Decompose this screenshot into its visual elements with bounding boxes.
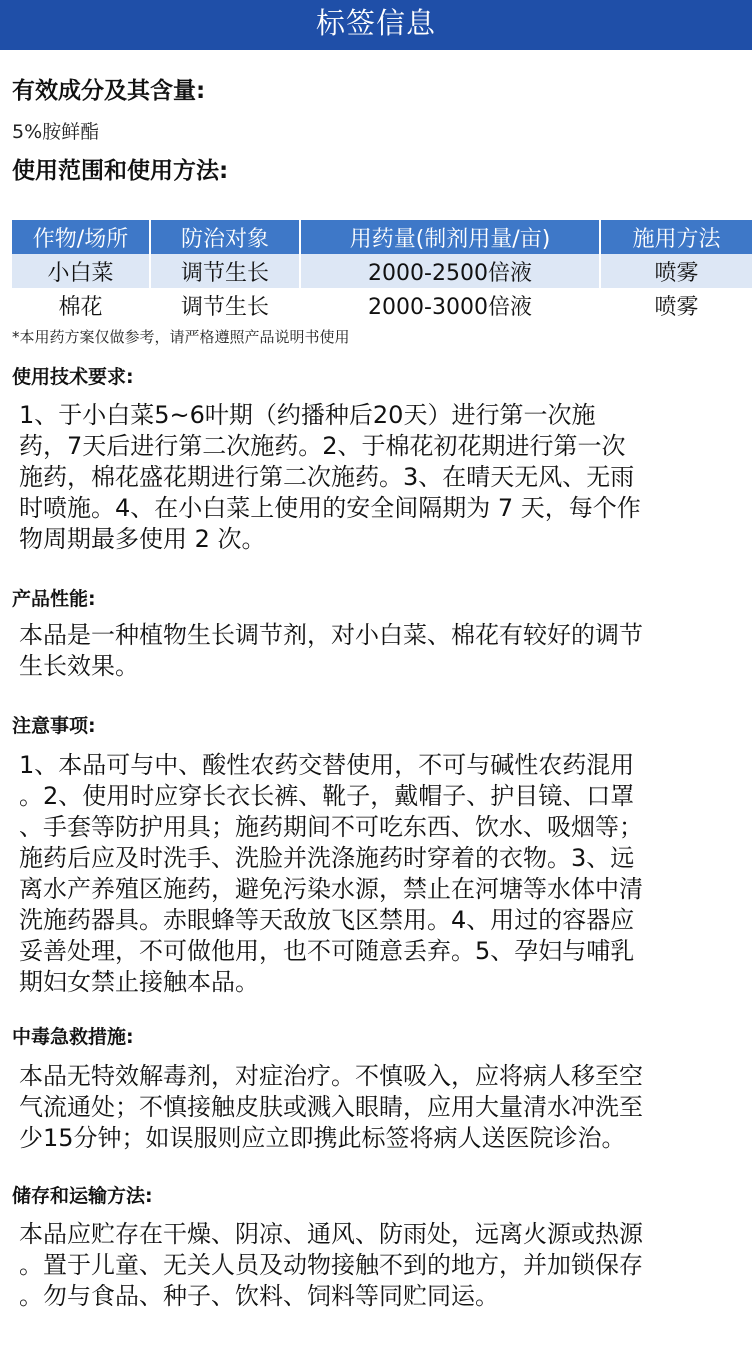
storage-heading: 储存和运输方法: (12, 1185, 153, 1207)
usage-note: *本用药方案仅做参考，请严格遵照产品说明书使用 (12, 328, 350, 346)
table-header-row (12, 220, 752, 254)
cell-target: 调节生长 (150, 254, 300, 288)
usage-table (12, 220, 752, 322)
text-line: 少15分钟；如误服则应立即携此标签将病人送医院诊治。 (19, 1124, 626, 1152)
precautions-text (19, 750, 731, 998)
text-line: 生长效果。 (19, 652, 139, 680)
text-line: 时喷施。4、在小白菜上使用的安全间隔期为 7 天，每个作 (19, 494, 641, 522)
text-line: 。置于儿童、无关人员及动物接触不到的地方，并加锁保存 (19, 1251, 643, 1279)
text-line: 1、本品可与中、酸性农药交替使用，不可与碱性农药混用 (19, 751, 635, 779)
product-performance-text (19, 620, 731, 682)
ingredient-value: 5%胺鲜酯 (12, 121, 100, 143)
tech-requirements-heading: 使用技术要求: (12, 366, 134, 388)
usage-heading: 使用范围和使用方法: (12, 158, 229, 184)
text-line: 。2、使用时应穿长衣长裤、靴子，戴帽子、护目镜、口罩 (19, 782, 635, 810)
text-line: 离水产养殖区施药，避免污染水源，禁止在河塘等水体中清 (19, 875, 643, 903)
cell-crop: 小白菜 (12, 254, 150, 288)
cell-dosage: 2000-3000倍液 (300, 288, 600, 322)
first-aid-text (19, 1061, 731, 1154)
cell-target: 调节生长 (150, 288, 300, 322)
text-line: 本品是一种植物生长调节剂，对小白菜、棉花有较好的调节 (19, 621, 643, 649)
header-dosage: 用药量(制剂用量/亩) (300, 220, 600, 254)
cell-dosage: 2000-2500倍液 (300, 254, 600, 288)
text-line: 药，7天后进行第二次施药。2、于棉花初花期进行第一次 (19, 432, 626, 460)
text-line: 本品无特效解毒剂，对症治疗。不慎吸入，应将病人移至空 (19, 1062, 643, 1090)
text-line: 施药后应及时洗手、洗脸并洗涤施药时穿着的衣物。3、远 (19, 844, 635, 872)
text-line: 、手套等防护用具；施药期间不可吃东西、饮水、吸烟等； (19, 813, 643, 841)
cell-method: 喷雾 (600, 254, 752, 288)
ingredient-heading: 有效成分及其含量: (12, 78, 206, 104)
text-line: 施药，棉花盛花期进行第二次施药。3、在晴天无风、无雨 (19, 463, 635, 491)
text-line: 期妇女禁止接触本品。 (19, 968, 259, 996)
precautions-heading: 注意事项: (12, 715, 96, 737)
table-row (12, 254, 752, 288)
text-line: 妥善处理，不可做他用，也不可随意丢弃。5、孕妇与哺乳 (19, 937, 635, 965)
header-crop: 作物/场所 (12, 220, 150, 254)
text-line: 本品应贮存在干燥、阴凉、通风、防雨处，远离火源或热源 (19, 1220, 643, 1248)
table-row (12, 288, 752, 322)
page-title: 标签信息 (0, 0, 752, 50)
text-line: 洗施药器具。赤眼蜂等天敌放飞区禁用。4、用过的容器应 (19, 906, 635, 934)
cell-method: 喷雾 (600, 288, 752, 322)
header-method: 施用方法 (600, 220, 752, 254)
storage-text (19, 1219, 731, 1312)
text-line: 。勿与食品、种子、饮料、饲料等同贮同运。 (19, 1282, 499, 1310)
first-aid-heading: 中毒急救措施: (12, 1026, 134, 1048)
cell-crop: 棉花 (12, 288, 150, 322)
text-line: 物周期最多使用 2 次。 (19, 525, 266, 553)
text-line: 气流通处；不慎接触皮肤或溅入眼睛，应用大量清水冲洗至 (19, 1093, 643, 1121)
header-target: 防治对象 (150, 220, 300, 254)
tech-requirements-text (19, 400, 731, 555)
product-performance-heading: 产品性能: (12, 588, 96, 610)
text-line: 1、于小白菜5~6叶期（约播种后20天）进行第一次施 (19, 401, 596, 429)
